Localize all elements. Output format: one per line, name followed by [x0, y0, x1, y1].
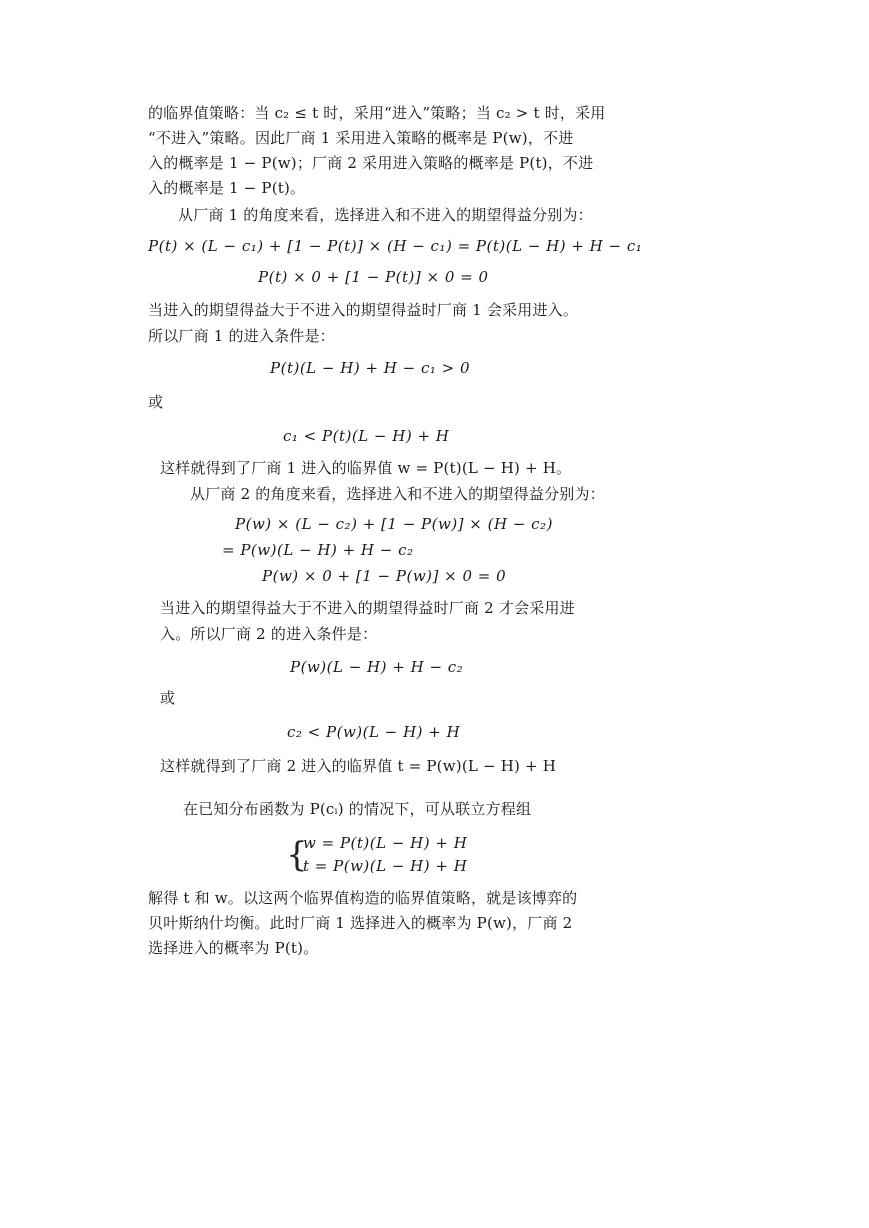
paragraph-line: 在已知分布函数为 P(cᵢ) 的情况下，可从联立方程组 [183, 800, 532, 818]
paragraph-line: 贝叶斯纳什均衡。此时厂商 1 选择进入的概率为 P(w)，厂商 2 [148, 914, 573, 932]
equation: P(w) × (L − c₂) + [1 − P(w)] × (H − c₂) [235, 515, 553, 533]
paragraph-line: 从厂商 2 的角度来看，选择进入和不进入的期望得益分别为： [190, 485, 605, 503]
paragraph-line: “不进入”策略。因此厂商 1 采用进入策略的概率是 P(w)，不进 [148, 129, 574, 147]
paragraph-line: 这样就得到了厂商 2 进入的临界值 t = P(w)(L − H) + H [160, 757, 557, 775]
paragraph-line: 选择进入的概率为 P(t)。 [148, 939, 319, 957]
paragraph-line: 所以厂商 1 的进入条件是： [148, 327, 335, 345]
equation: c₂ < P(w)(L − H) + H [287, 723, 461, 741]
paragraph-line: 入。所以厂商 2 的进入条件是： [160, 625, 378, 643]
equation: P(t) × (L − c₁) + [1 − P(t)] × (H − c₁) = P(t)(L − H) + H − c₁ [148, 237, 643, 255]
equation: P(w) × 0 + [1 − P(w)] × 0 = 0 [262, 567, 507, 585]
paragraph-line: 这样就得到了厂商 1 进入的临界值 w = P(t)(L − H) + H。 [160, 459, 572, 477]
equation: P(t)(L − H) + H − c₁ > 0 [270, 359, 471, 377]
connector-text: 或 [160, 689, 176, 707]
paragraph-line: 解得 t 和 w。以这两个临界值构造的临界值策略，就是该博弈的 [148, 889, 578, 907]
paragraph-line: 当进入的期望得益大于不进入的期望得益时厂商 2 才会采用进 [160, 599, 575, 617]
paragraph-line: 的临界值策略：当 c₂ ≤ t 时，采用“进入”策略；当 c₂ > t 时，采用 [148, 104, 606, 122]
paragraph-line: 从厂商 1 的角度来看，选择进入和不进入的期望得益分别为： [178, 206, 593, 224]
paragraph-line: 入的概率是 1 − P(t)。 [148, 179, 306, 197]
connector-text: 或 [148, 393, 164, 411]
paragraph-line: 入的概率是 1 − P(w)；厂商 2 采用进入策略的概率是 P(t)，不进 [148, 154, 594, 172]
equation: P(t) × 0 + [1 − P(t)] × 0 = 0 [258, 268, 489, 286]
equation: t = P(w)(L − H) + H [303, 857, 468, 875]
equation: P(w)(L − H) + H − c₂ [290, 658, 464, 676]
paragraph-line: 当进入的期望得益大于不进入的期望得益时厂商 1 会采用进入。 [148, 301, 579, 319]
equation: = P(w)(L − H) + H − c₂ [222, 541, 414, 559]
left-brace: { [286, 835, 308, 875]
equation: w = P(t)(L − H) + H [303, 834, 468, 852]
equation: c₁ < P(t)(L − H) + H [283, 427, 450, 445]
